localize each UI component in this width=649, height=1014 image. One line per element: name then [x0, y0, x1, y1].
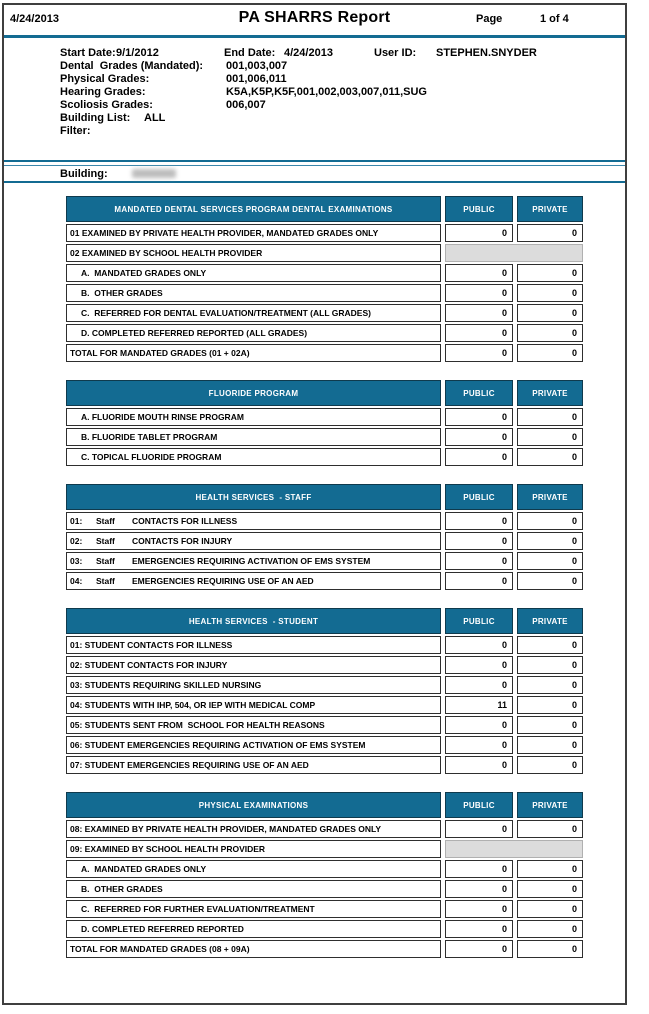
row-public-value: 0 [445, 532, 513, 550]
report-table [66, 484, 583, 590]
row-private-value: 0 [517, 860, 583, 878]
report-date: 4/24/2013 [10, 13, 59, 25]
table-row-label [66, 860, 441, 878]
row-public-value: 0 [445, 408, 513, 426]
table-row-label [66, 428, 441, 446]
row-public-value: 0 [445, 264, 513, 282]
table-title: FLUORIDE PROGRAM [66, 380, 441, 406]
row-label-text: 08: EXAMINED BY PRIVATE HEALTH PROVIDER, MANDATED GRADES ONLY [70, 824, 382, 834]
summary-field-value: 4/24/2013 [284, 47, 333, 59]
table-row-label [66, 512, 441, 530]
row-tag: Staff [96, 536, 115, 546]
table-row-label [66, 900, 441, 918]
row-number: 03: [70, 556, 83, 566]
row-public-value: 0 [445, 448, 513, 466]
summary-inline-pair [224, 47, 374, 60]
row-label-text: 07: STUDENT EMERGENCIES REQUIRING USE OF AN AED [70, 760, 309, 770]
summary-field-row [60, 73, 625, 86]
summary-field-label: Building List: [60, 112, 131, 124]
row-disabled-values [445, 244, 583, 262]
page-label: Page [476, 13, 503, 25]
summary-field-row [60, 99, 625, 112]
row-label-text: 06: STUDENT EMERGENCIES REQUIRING ACTIVATION OF EMS SYSTEM [70, 740, 366, 750]
table-row-label [66, 696, 441, 714]
row-private-value: 0 [517, 572, 583, 590]
row-label-text: TOTAL FOR MANDATED GRADES (08 + 09A) [70, 944, 250, 954]
row-private-value: 0 [517, 284, 583, 302]
summary-field-row [60, 60, 625, 73]
row-private-value: 0 [517, 408, 583, 426]
row-private-value: 0 [517, 920, 583, 938]
table-row-label [66, 284, 441, 302]
row-public-value: 0 [445, 820, 513, 838]
summary-inline-pair [60, 47, 224, 60]
summary-fields [60, 60, 625, 138]
row-private-value: 0 [517, 880, 583, 898]
summary-field-value: STEPHEN.SNYDER [436, 47, 537, 59]
row-public-value: 0 [445, 940, 513, 958]
column-header-private: PRIVATE [517, 196, 583, 222]
summary-field-label: User ID: [374, 47, 417, 59]
row-label-text: EMERGENCIES REQUIRING ACTIVATION OF EMS SYSTEM [132, 556, 371, 566]
summary-inline-pair [374, 47, 537, 60]
table-row-label [66, 244, 441, 262]
summary-field-value: 001,003,007 [226, 60, 288, 72]
row-public-value: 0 [445, 860, 513, 878]
row-label-text: 01: STUDENT CONTACTS FOR ILLNESS [70, 640, 233, 650]
row-label-text: A. MANDATED GRADES ONLY [81, 268, 207, 278]
row-public-value: 0 [445, 716, 513, 734]
table-row-label [66, 572, 441, 590]
summary-field-label: End Date: [224, 47, 276, 59]
row-private-value: 0 [517, 656, 583, 674]
table-title: MANDATED DENTAL SERVICES PROGRAM DENTAL EXAMINATIONS [66, 196, 441, 222]
table-row-label [66, 756, 441, 774]
row-private-value: 0 [517, 900, 583, 918]
report-page [2, 3, 627, 1005]
row-tag: Staff [96, 556, 115, 566]
column-header-private: PRIVATE [517, 608, 583, 634]
row-label-text: CONTACTS FOR ILLNESS [132, 516, 238, 526]
tables-container [66, 196, 583, 958]
column-header-public: PUBLIC [445, 380, 513, 406]
row-private-value: 0 [517, 736, 583, 754]
row-private-value: 0 [517, 716, 583, 734]
building-row [4, 166, 625, 181]
row-private-value: 0 [517, 344, 583, 362]
row-number: 02: [70, 536, 83, 546]
row-label-text: 09: EXAMINED BY SCHOOL HEALTH PROVIDER [70, 844, 266, 854]
column-header-public: PUBLIC [445, 196, 513, 222]
report-header [4, 5, 625, 33]
table-title: PHYSICAL EXAMINATIONS [66, 792, 441, 818]
summary-field-label: Hearing Grades: [60, 86, 146, 98]
row-private-value: 0 [517, 696, 583, 714]
row-label-text: D. COMPLETED REFERRED REPORTED [81, 924, 244, 934]
table-row-label [66, 940, 441, 958]
report-table [66, 792, 583, 958]
column-header-private: PRIVATE [517, 792, 583, 818]
table-title: HEALTH SERVICES - STUDENT [66, 608, 441, 634]
table-row-label [66, 676, 441, 694]
summary-field-label: Start Date: [60, 47, 116, 59]
row-label-text: 02 EXAMINED BY SCHOOL HEALTH PROVIDER [70, 248, 263, 258]
column-header-public: PUBLIC [445, 792, 513, 818]
row-label-text: C. REFERRED FOR DENTAL EVALUATION/TREATMENT (ALL GRADES) [81, 308, 371, 318]
column-header-public: PUBLIC [445, 608, 513, 634]
building-band [4, 160, 625, 183]
row-label-text: B. FLUORIDE TABLET PROGRAM [81, 432, 218, 442]
summary-field-value: K5A,K5P,K5F,001,002,003,007,011,SUG [226, 86, 427, 98]
row-label-text: 01 EXAMINED BY PRIVATE HEALTH PROVIDER, MANDATED GRADES ONLY [70, 228, 379, 238]
row-private-value: 0 [517, 264, 583, 282]
summary-field-value: 9/1/2012 [116, 47, 159, 59]
table-row-label [66, 304, 441, 322]
table-row-label [66, 880, 441, 898]
row-public-value: 0 [445, 304, 513, 322]
summary-field-label: Physical Grades: [60, 73, 150, 85]
row-label-text: 03: STUDENTS REQUIRING SKILLED NURSING [70, 680, 262, 690]
row-private-value: 0 [517, 448, 583, 466]
table-row-label [66, 920, 441, 938]
row-label-text: D. COMPLETED REFERRED REPORTED (ALL GRADES) [81, 328, 308, 338]
summary-field-value: 006,007 [226, 99, 266, 111]
summary-field-value: ALL [144, 112, 166, 124]
column-header-private: PRIVATE [517, 484, 583, 510]
row-number: 01: [70, 516, 83, 526]
row-disabled-values [445, 840, 583, 858]
row-public-value: 0 [445, 512, 513, 530]
row-label-text: A. MANDATED GRADES ONLY [81, 864, 207, 874]
report-table [66, 608, 583, 774]
row-public-value: 0 [445, 552, 513, 570]
row-public-value: 0 [445, 284, 513, 302]
table-row-label [66, 716, 441, 734]
table-row-label [66, 636, 441, 654]
row-number: 04: [70, 576, 83, 586]
row-public-value: 0 [445, 920, 513, 938]
row-tag: Staff [96, 576, 115, 586]
row-private-value: 0 [517, 820, 583, 838]
row-label-text: B. OTHER GRADES [81, 288, 163, 298]
building-label: Building: [60, 167, 108, 180]
row-public-value: 0 [445, 324, 513, 342]
row-private-value: 0 [517, 676, 583, 694]
summary-field-label: Scoliosis Grades: [60, 99, 153, 111]
row-public-value: 0 [445, 572, 513, 590]
header-divider-rule [4, 35, 625, 38]
row-private-value: 0 [517, 636, 583, 654]
row-public-value: 0 [445, 880, 513, 898]
column-header-public: PUBLIC [445, 484, 513, 510]
summary-line1 [60, 47, 625, 60]
row-public-value: 0 [445, 428, 513, 446]
row-private-value: 0 [517, 512, 583, 530]
report-table [66, 380, 583, 466]
row-private-value: 0 [517, 324, 583, 342]
row-label-text: TOTAL FOR MANDATED GRADES (01 + 02A) [70, 348, 250, 358]
row-public-value: 0 [445, 900, 513, 918]
row-public-value: 0 [445, 636, 513, 654]
table-row-label [66, 448, 441, 466]
row-public-value: 11 [445, 696, 513, 714]
table-row-label [66, 656, 441, 674]
summary-field-row [60, 86, 625, 99]
row-label-text: EMERGENCIES REQUIRING USE OF AN AED [132, 576, 314, 586]
row-private-value: 0 [517, 224, 583, 242]
table-title: HEALTH SERVICES - STAFF [66, 484, 441, 510]
row-public-value: 0 [445, 676, 513, 694]
row-private-value: 0 [517, 428, 583, 446]
table-row-label [66, 344, 441, 362]
building-name-redacted [132, 169, 176, 178]
report-table [66, 196, 583, 362]
summary-field-row [60, 125, 625, 138]
report-summary-block [60, 47, 625, 138]
row-label-text: B. OTHER GRADES [81, 884, 163, 894]
summary-field-label: Filter: [60, 125, 91, 137]
column-header-private: PRIVATE [517, 380, 583, 406]
row-private-value: 0 [517, 940, 583, 958]
row-label-text: C. REFERRED FOR FURTHER EVALUATION/TREATMENT [81, 904, 315, 914]
row-private-value: 0 [517, 532, 583, 550]
row-label-text: 05: STUDENTS SENT FROM SCHOOL FOR HEALTH REASONS [70, 720, 325, 730]
summary-field-label: Dental Grades (Mandated): [60, 60, 204, 72]
row-public-value: 0 [445, 224, 513, 242]
row-private-value: 0 [517, 304, 583, 322]
table-row-label [66, 736, 441, 754]
table-row-label [66, 820, 441, 838]
building-band-bottom-rule [4, 181, 625, 183]
row-public-value: 0 [445, 756, 513, 774]
page-number: 1 of 4 [540, 13, 569, 25]
row-tag: Staff [96, 516, 115, 526]
page-title: PA SHARRS Report [238, 9, 391, 26]
row-label-text: 04: STUDENTS WITH IHP, 504, OR IEP WITH MEDICAL COMP [70, 700, 316, 710]
row-label-text: 02: STUDENT CONTACTS FOR INJURY [70, 660, 228, 670]
row-label-text: C. TOPICAL FLUORIDE PROGRAM [81, 452, 222, 462]
table-row-label [66, 840, 441, 858]
table-row-label [66, 532, 441, 550]
table-row-label [66, 224, 441, 242]
table-row-label [66, 324, 441, 342]
row-public-value: 0 [445, 344, 513, 362]
row-label-text: CONTACTS FOR INJURY [132, 536, 233, 546]
row-public-value: 0 [445, 656, 513, 674]
table-row-label [66, 552, 441, 570]
row-private-value: 0 [517, 552, 583, 570]
row-label-text: A. FLUORIDE MOUTH RINSE PROGRAM [81, 412, 244, 422]
table-row-label [66, 408, 441, 426]
table-row-label [66, 264, 441, 282]
summary-field-row [60, 112, 625, 125]
row-private-value: 0 [517, 756, 583, 774]
summary-field-value: 001,006,011 [226, 73, 287, 85]
row-public-value: 0 [445, 736, 513, 754]
